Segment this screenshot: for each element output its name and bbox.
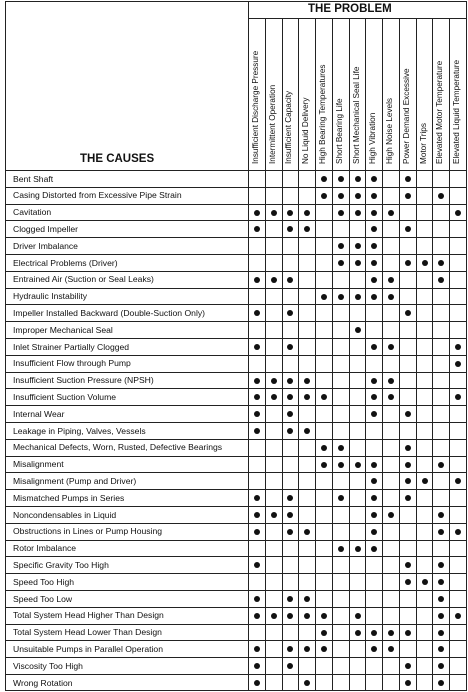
cause-problem-divider [248,1,249,690]
problem-mark [455,344,461,350]
problem-mark [355,613,361,619]
row-separator [5,338,466,339]
problem-mark [438,680,444,686]
problem-mark [371,495,377,501]
column-header: Motor Trips [418,123,428,164]
problem-mark [338,176,344,182]
problem-mark [271,277,277,283]
column-header: Short Bearing Life [334,98,344,164]
problem-mark [388,294,394,300]
table-border-bottom [5,690,466,691]
problem-mark [287,646,293,652]
problem-mark [287,512,293,518]
problem-mark [371,630,377,636]
problem-mark [455,478,461,484]
problem-mark [287,277,293,283]
problem-mark [405,680,411,686]
problem-mark [254,411,260,417]
problem-mark [287,226,293,232]
problem-mark [254,646,260,652]
problem-mark [371,529,377,535]
problem-mark [254,680,260,686]
problem-mark [438,613,444,619]
cause-label: Noncondensables in Liquid [13,509,117,520]
problem-mark [254,344,260,350]
row-separator [5,321,466,322]
problem-mark [355,176,361,182]
column-header: High Vibration [368,112,378,164]
problem-mark [371,378,377,384]
cause-label: Improper Mechanical Seal [13,324,113,335]
row-separator [5,456,466,457]
problem-mark [287,210,293,216]
row-separator [5,556,466,557]
problem-mark [355,294,361,300]
problem-mark [338,445,344,451]
table-border-left [5,1,6,690]
row-separator [5,472,466,473]
cause-label: Speed Too High [13,576,74,587]
problem-mark [254,378,260,384]
problem-mark [371,210,377,216]
problem-mark [405,630,411,636]
problem-mark [254,495,260,501]
problem-mark [321,462,327,468]
problem-mark [355,327,361,333]
cause-label: Wrong Rotation [13,677,73,688]
row-separator [5,237,466,238]
problem-mark [438,462,444,468]
row-separator [5,640,466,641]
problem-mark [321,630,327,636]
problem-mark [371,512,377,518]
cause-label: Rotor Imbalance [13,543,77,554]
row-separator [5,288,466,289]
problem-mark [254,663,260,669]
row-separator [5,489,466,490]
problem-mark [405,445,411,451]
problem-mark [321,394,327,400]
problem-mark [287,394,293,400]
problem-mark [271,378,277,384]
problem-mark [355,462,361,468]
row-separator [5,422,466,423]
problem-mark [422,260,428,266]
problem-mark [287,596,293,602]
column-header: Insufficient Discharge Pressure [250,50,260,164]
problem-mark [321,294,327,300]
problem-mark [388,394,394,400]
problem-mark [371,176,377,182]
cause-label: Cavitation [13,207,52,218]
problem-mark [304,428,310,434]
problem-mark [371,646,377,652]
problem-mark [371,226,377,232]
cause-label: Insufficient Suction Pressure (NPSH) [13,375,154,386]
problem-mark [254,226,260,232]
problem-mark [388,512,394,518]
problem-mark [422,478,428,484]
problem-mark [321,193,327,199]
column-header: Elevated Liquid Temperature [452,59,462,164]
problem-mark [271,512,277,518]
row-separator [5,187,466,188]
cause-label: Obstructions in Lines or Pump Housing [13,526,163,537]
problem-mark [338,546,344,552]
problem-mark [254,210,260,216]
problem-title: THE PROBLEM [308,3,392,15]
problem-mark [304,613,310,619]
row-separator [5,590,466,591]
cause-label: Misalignment [13,459,64,470]
problem-mark [338,462,344,468]
problem-mark [355,193,361,199]
problem-mark [338,193,344,199]
problem-mark [405,478,411,484]
problem-mark [371,193,377,199]
problem-mark [321,176,327,182]
problem-mark [338,294,344,300]
problem-mark [338,210,344,216]
row-separator [5,506,466,507]
table-border-top [5,1,466,2]
row-separator [5,170,466,171]
problem-mark [304,378,310,384]
row-separator [5,204,466,205]
problem-mark [405,176,411,182]
problem-mark [304,680,310,686]
problem-mark [304,646,310,652]
row-separator [5,388,466,389]
cause-label: Misalignment (Pump and Driver) [13,476,137,486]
cause-label: Hydraulic Instability [13,291,88,302]
column-header: Power Demand Excessive [401,68,411,164]
problem-mark [405,562,411,568]
row-separator [5,439,466,440]
column-header: High Noise Levels [385,98,395,164]
cause-label: Unsuitable Pumps in Parallel Operation [13,644,163,654]
row-separator [5,254,466,255]
problem-mark [405,310,411,316]
cause-label: Internal Wear [13,408,65,419]
problem-mark [304,529,310,535]
problem-mark [405,226,411,232]
cause-label: Bent Shaft [13,173,54,184]
row-separator [5,355,466,356]
row-separator [5,657,466,658]
problem-mark [304,210,310,216]
problem-mark [304,394,310,400]
problem-mark [438,663,444,669]
problem-mark [355,546,361,552]
column-header: Intermittent Operation [267,84,277,164]
problem-mark [405,411,411,417]
problem-mark [371,478,377,484]
cause-label: Entrained Air (Suction or Seal Leaks) [13,274,154,285]
problem-mark [388,344,394,350]
problem-mark [304,226,310,232]
cause-label: Inlet Strainer Partially Clogged [13,341,130,352]
problem-mark [422,579,428,585]
row-separator [5,674,466,675]
row-separator [5,372,466,373]
cause-label: Total System Head Higher Than Design [13,610,164,621]
column-header: High Bearing Temperatures [317,64,327,164]
problem-mark [405,260,411,266]
problem-mark [438,579,444,585]
problem-mark [438,512,444,518]
problem-mark [438,260,444,266]
problem-mark [405,663,411,669]
problem-mark [287,378,293,384]
problem-mark [287,663,293,669]
problem-mark [287,310,293,316]
row-separator [5,573,466,574]
cause-label: Specific Gravity Too High [13,560,109,570]
problem-mark [287,529,293,535]
problem-mark [438,596,444,602]
table-border-right [466,1,467,691]
problem-mark [438,562,444,568]
column-header: Insufficient Capacity [284,90,294,164]
problem-mark [355,243,361,249]
problem-mark [371,462,377,468]
cause-label: Total System Head Lower Than Design [13,627,162,638]
problem-mark [287,411,293,417]
problem-mark [388,378,394,384]
problem-mark [287,428,293,434]
problem-mark [405,579,411,585]
problem-mark [287,613,293,619]
problem-mark [371,411,377,417]
problem-mark [405,462,411,468]
problem-mark [371,243,377,249]
problem-mark [355,630,361,636]
row-separator [5,624,466,625]
problem-mark [455,361,461,367]
row-separator [5,405,466,406]
problem-mark [455,210,461,216]
problem-mark [304,596,310,602]
problem-mark [287,495,293,501]
problem-mark [355,210,361,216]
problem-mark [371,294,377,300]
problem-mark [254,562,260,568]
problem-mark [438,529,444,535]
problem-mark [405,495,411,501]
problem-mark [455,613,461,619]
problem-mark [388,277,394,283]
problem-mark [338,260,344,266]
problem-mark [321,613,327,619]
cause-label: Insufficient Suction Volume [13,392,117,402]
row-separator [5,540,466,541]
problem-mark [438,193,444,199]
problem-mark [254,613,260,619]
row-separator [5,220,466,221]
problem-mark [271,613,277,619]
cause-label: Leakage in Piping, Valves, Vessels [13,425,146,436]
cause-label: Speed Too Low [13,593,73,604]
cause-label: Viscosity Too High [13,660,83,671]
column-header: Elevated Motor Temperature [435,60,445,164]
problem-mark [405,193,411,199]
problem-mark [338,243,344,249]
row-separator [5,271,466,272]
problem-mark [438,646,444,652]
problem-mark [388,210,394,216]
problem-mark [287,344,293,350]
column-header: Short Mechanical Seal Life [351,66,361,164]
problem-mark [271,394,277,400]
problem-mark [371,260,377,266]
problem-mark [438,277,444,283]
row-separator [5,523,466,524]
problem-mark [254,310,260,316]
cause-label: Clogged Impeller [13,224,78,234]
problem-mark [321,445,327,451]
problem-mark [254,277,260,283]
problem-mark [438,630,444,636]
cause-label: Mechanical Defects, Worn, Rusted, Defective Bearings [13,442,223,453]
problem-mark [455,394,461,400]
problem-mark [254,512,260,518]
problem-mark [371,344,377,350]
cause-label: Electrical Problems (Driver) [13,257,118,268]
problem-mark [338,495,344,501]
problem-mark [371,277,377,283]
problem-mark [254,529,260,535]
cause-label: Impeller Installed Backward (Double-Suction Only) [13,308,206,318]
cause-label: Insufficient Flow through Pump [13,358,131,369]
row-separator [5,304,466,305]
causes-title: THE CAUSES [80,153,155,165]
problem-mark [371,394,377,400]
cause-label: Driver Imbalance [13,240,78,251]
column-header: No Liquid Delivery [301,97,311,164]
problem-mark [254,428,260,434]
problem-mark [371,546,377,552]
cause-label: Casing Distorted from Excessive Pipe Strain [13,190,182,201]
cause-label: Mismatched Pumps in Series [13,492,125,503]
problem-mark [254,596,260,602]
problem-mark [355,260,361,266]
row-separator [5,607,466,608]
problem-mark [388,630,394,636]
problem-mark [271,210,277,216]
problem-mark [254,394,260,400]
problem-mark [321,646,327,652]
problem-mark [388,646,394,652]
problem-mark [455,529,461,535]
